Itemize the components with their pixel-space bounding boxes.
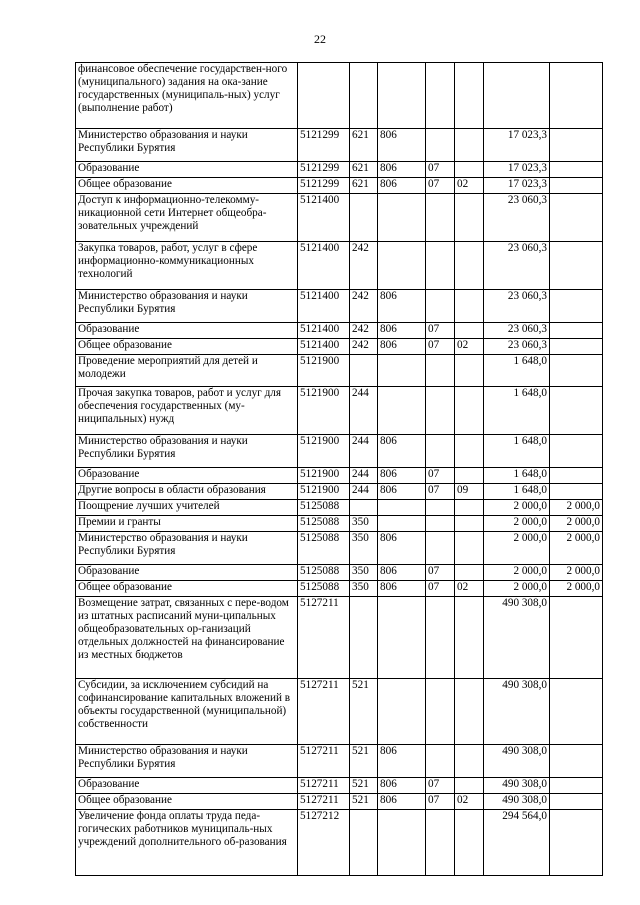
row-code: 5121900 [298,355,350,387]
table-row [76,63,603,129]
row-sum-2 [550,794,603,810]
table-row [76,565,603,581]
table-row [76,581,603,597]
row-name: Образование [76,162,298,178]
row-subsection [455,242,484,290]
row-ministry-code: 806 [378,468,426,484]
row-ministry-code [378,810,426,876]
row-subsection [455,355,484,387]
row-subsection [455,435,484,468]
row-sum-1: 1 648,0 [484,484,550,500]
row-subsection [455,290,484,323]
row-ministry-code [378,355,426,387]
row-sum-2 [550,778,603,794]
row-code: 5127211 [298,778,350,794]
row-section [426,745,455,778]
row-expense-type: 621 [350,129,378,162]
budget-table [75,62,603,876]
row-name: Общее образование [76,794,298,810]
row-sum-1: 23 060,3 [484,194,550,242]
row-sum-1: 2 000,0 [484,581,550,597]
table-row [76,532,603,565]
row-ministry-code: 806 [378,581,426,597]
row-code: 5121400 [298,194,350,242]
row-sum-2: 2 000,0 [550,532,603,565]
row-expense-type: 242 [350,339,378,355]
row-code: 5121400 [298,339,350,355]
row-sum-2 [550,194,603,242]
row-sum-1: 1 648,0 [484,435,550,468]
row-section: 07 [426,778,455,794]
row-section: 07 [426,339,455,355]
row-ministry-code [378,597,426,679]
row-sum-2 [550,679,603,745]
row-subsection [455,679,484,745]
row-sum-1: 1 648,0 [484,355,550,387]
row-ministry-code: 806 [378,532,426,565]
row-code: 5127211 [298,679,350,745]
row-code: 5121900 [298,468,350,484]
row-subsection [455,778,484,794]
row-ministry-code: 806 [378,178,426,194]
row-subsection [455,162,484,178]
row-subsection: 02 [455,794,484,810]
row-ministry-code: 806 [378,290,426,323]
row-subsection: 02 [455,339,484,355]
row-expense-type: 350 [350,565,378,581]
row-code: 5121299 [298,178,350,194]
row-sum-2: 2 000,0 [550,565,603,581]
table-row [76,387,603,435]
table-row [76,810,603,876]
row-code [298,63,350,129]
row-section [426,810,455,876]
row-section: 07 [426,794,455,810]
row-sum-1: 294 564,0 [484,810,550,876]
row-ministry-code: 806 [378,565,426,581]
row-sum-2 [550,810,603,876]
row-name: Министерство образования и науки Республики Бурятия [76,435,298,468]
row-name: Министерство образования и науки Республики Бурятия [76,129,298,162]
row-section [426,532,455,565]
table-row [76,778,603,794]
row-subsection [455,323,484,339]
table-row [76,597,603,679]
row-ministry-code: 806 [378,339,426,355]
row-sum-1: 490 308,0 [484,745,550,778]
row-expense-type [350,355,378,387]
row-sum-1 [484,63,550,129]
row-section: 07 [426,484,455,500]
row-subsection [455,387,484,435]
table-row [76,794,603,810]
row-sum-2: 2 000,0 [550,500,603,516]
row-name: Общее образование [76,339,298,355]
row-name: Общее образование [76,581,298,597]
row-subsection [455,597,484,679]
row-expense-type: 521 [350,794,378,810]
row-section: 07 [426,178,455,194]
row-ministry-code: 806 [378,484,426,500]
row-sum-2 [550,242,603,290]
row-code: 5121900 [298,484,350,500]
row-section [426,242,455,290]
row-sum-1: 2 000,0 [484,565,550,581]
row-subsection [455,129,484,162]
row-sum-2 [550,290,603,323]
row-name: Другие вопросы в области образования [76,484,298,500]
row-code: 5125088 [298,532,350,565]
row-sum-1: 23 060,3 [484,290,550,323]
row-name: Возмещение затрат, связанных с пере-водом из штатных расписаний муни-ципальных общеобразовательных ор-ганизаций отдельных должностей на финансирование из местных бюджетов [76,597,298,679]
row-name: Увеличение фонда оплаты труда педа-гогических работников муниципаль-ных учреждений дополнительного об-разования [76,810,298,876]
row-sum-2 [550,745,603,778]
table-row [76,129,603,162]
row-name: Доступ к информационно-телекомму-никационной сети Интернет общеобра-зовательных учреждений [76,194,298,242]
table-row [76,679,603,745]
row-name: Образование [76,778,298,794]
row-section [426,435,455,468]
row-sum-1: 23 060,3 [484,323,550,339]
row-subsection: 02 [455,581,484,597]
row-section: 07 [426,323,455,339]
row-code: 5127211 [298,597,350,679]
row-name: Образование [76,323,298,339]
table-row [76,468,603,484]
row-subsection [455,745,484,778]
row-sum-2 [550,355,603,387]
row-expense-type: 350 [350,581,378,597]
row-section [426,679,455,745]
row-ministry-code [378,242,426,290]
row-code: 5125088 [298,500,350,516]
row-section [426,290,455,323]
row-ministry-code: 806 [378,129,426,162]
row-expense-type: 521 [350,778,378,794]
row-sum-2 [550,162,603,178]
row-code: 5127211 [298,745,350,778]
row-sum-1: 23 060,3 [484,339,550,355]
row-section [426,63,455,129]
row-code: 5121900 [298,387,350,435]
row-subsection [455,810,484,876]
row-sum-1: 490 308,0 [484,679,550,745]
row-code: 5127211 [298,794,350,810]
row-sum-2 [550,387,603,435]
row-sum-2 [550,597,603,679]
row-expense-type: 244 [350,435,378,468]
row-section: 07 [426,162,455,178]
budget-table-body [76,63,603,876]
row-name: Проведение мероприятий для детей и молодежи [76,355,298,387]
row-name: Образование [76,468,298,484]
row-sum-2: 2 000,0 [550,516,603,532]
row-subsection [455,565,484,581]
row-code: 5127212 [298,810,350,876]
page-number: 22 [314,32,326,46]
table-row [76,242,603,290]
row-section [426,355,455,387]
row-sum-1: 1 648,0 [484,387,550,435]
table-row [76,194,603,242]
row-expense-type: 521 [350,679,378,745]
row-ministry-code [378,500,426,516]
table-row [76,500,603,516]
row-ministry-code: 806 [378,323,426,339]
row-sum-1: 490 308,0 [484,597,550,679]
row-expense-type [350,194,378,242]
row-sum-1: 2 000,0 [484,516,550,532]
row-ministry-code: 806 [378,435,426,468]
row-ministry-code: 806 [378,162,426,178]
row-sum-1: 2 000,0 [484,500,550,516]
row-sum-2 [550,63,603,129]
row-sum-2 [550,484,603,500]
row-sum-1: 23 060,3 [484,242,550,290]
row-section [426,194,455,242]
row-sum-1: 490 308,0 [484,794,550,810]
row-ministry-code [378,679,426,745]
table-row [76,162,603,178]
row-code: 5121400 [298,290,350,323]
row-subsection [455,532,484,565]
row-section [426,129,455,162]
row-ministry-code [378,63,426,129]
row-sum-1: 17 023,3 [484,178,550,194]
row-code: 5125088 [298,516,350,532]
row-section: 07 [426,565,455,581]
table-row [76,323,603,339]
row-name: Общее образование [76,178,298,194]
row-name: Министерство образования и науки Республики Бурятия [76,290,298,323]
row-sum-1: 17 023,3 [484,129,550,162]
row-ministry-code [378,387,426,435]
row-section [426,387,455,435]
row-expense-type: 242 [350,242,378,290]
row-expense-type: 242 [350,323,378,339]
row-name: Закупка товаров, работ, услуг в сфере информационно-коммуникационных технологий [76,242,298,290]
table-row [76,516,603,532]
row-sum-2 [550,468,603,484]
row-subsection [455,516,484,532]
row-expense-type: 621 [350,178,378,194]
row-code: 5121400 [298,242,350,290]
row-subsection [455,500,484,516]
row-code: 5125088 [298,581,350,597]
row-expense-type [350,63,378,129]
row-code: 5125088 [298,565,350,581]
row-expense-type: 242 [350,290,378,323]
row-expense-type: 244 [350,468,378,484]
row-expense-type [350,500,378,516]
table-row [76,339,603,355]
row-subsection [455,468,484,484]
row-sum-2 [550,435,603,468]
row-name: Министерство образования и науки Республики Бурятия [76,745,298,778]
row-code: 5121400 [298,323,350,339]
row-sum-2: 2 000,0 [550,581,603,597]
row-sum-2 [550,178,603,194]
row-section [426,597,455,679]
row-expense-type: 350 [350,532,378,565]
table-row [76,435,603,468]
row-subsection: 09 [455,484,484,500]
table-row [76,355,603,387]
row-ministry-code: 806 [378,794,426,810]
row-expense-type [350,597,378,679]
row-name: финансовое обеспечение государствен-ного (муниципального) задания на ока-зание государственных (муниципаль-ных) услуг (выполнение работ) [76,63,298,129]
row-expense-type: 244 [350,484,378,500]
row-ministry-code: 806 [378,745,426,778]
row-name: Министерство образования и науки Республики Бурятия [76,532,298,565]
row-section: 07 [426,468,455,484]
row-sum-1: 1 648,0 [484,468,550,484]
table-row [76,290,603,323]
row-subsection [455,194,484,242]
row-sum-1: 2 000,0 [484,532,550,565]
row-sum-2 [550,129,603,162]
row-ministry-code [378,194,426,242]
row-name: Прочая закупка товаров, работ и услуг для обеспечения государственных (му-ниципальных) нужд [76,387,298,435]
row-name: Образование [76,565,298,581]
row-subsection: 02 [455,178,484,194]
row-expense-type [350,810,378,876]
row-code: 5121299 [298,129,350,162]
row-sum-2 [550,323,603,339]
table-row [76,745,603,778]
row-ministry-code [378,516,426,532]
table-row [76,484,603,500]
row-section [426,500,455,516]
row-expense-type: 521 [350,745,378,778]
row-subsection [455,63,484,129]
row-name: Поощрение лучших учителей [76,500,298,516]
row-section [426,516,455,532]
row-name: Субсидии, за исключением субсидий на софинансирование капитальных вложений в объекты государственной (муниципальной) собственности [76,679,298,745]
row-sum-2 [550,339,603,355]
row-sum-1: 17 023,3 [484,162,550,178]
row-expense-type: 350 [350,516,378,532]
row-sum-1: 490 308,0 [484,778,550,794]
row-section: 07 [426,581,455,597]
row-ministry-code: 806 [378,778,426,794]
row-expense-type: 621 [350,162,378,178]
table-row [76,178,603,194]
row-name: Премии и гранты [76,516,298,532]
row-code: 5121299 [298,162,350,178]
row-code: 5121900 [298,435,350,468]
row-expense-type: 244 [350,387,378,435]
